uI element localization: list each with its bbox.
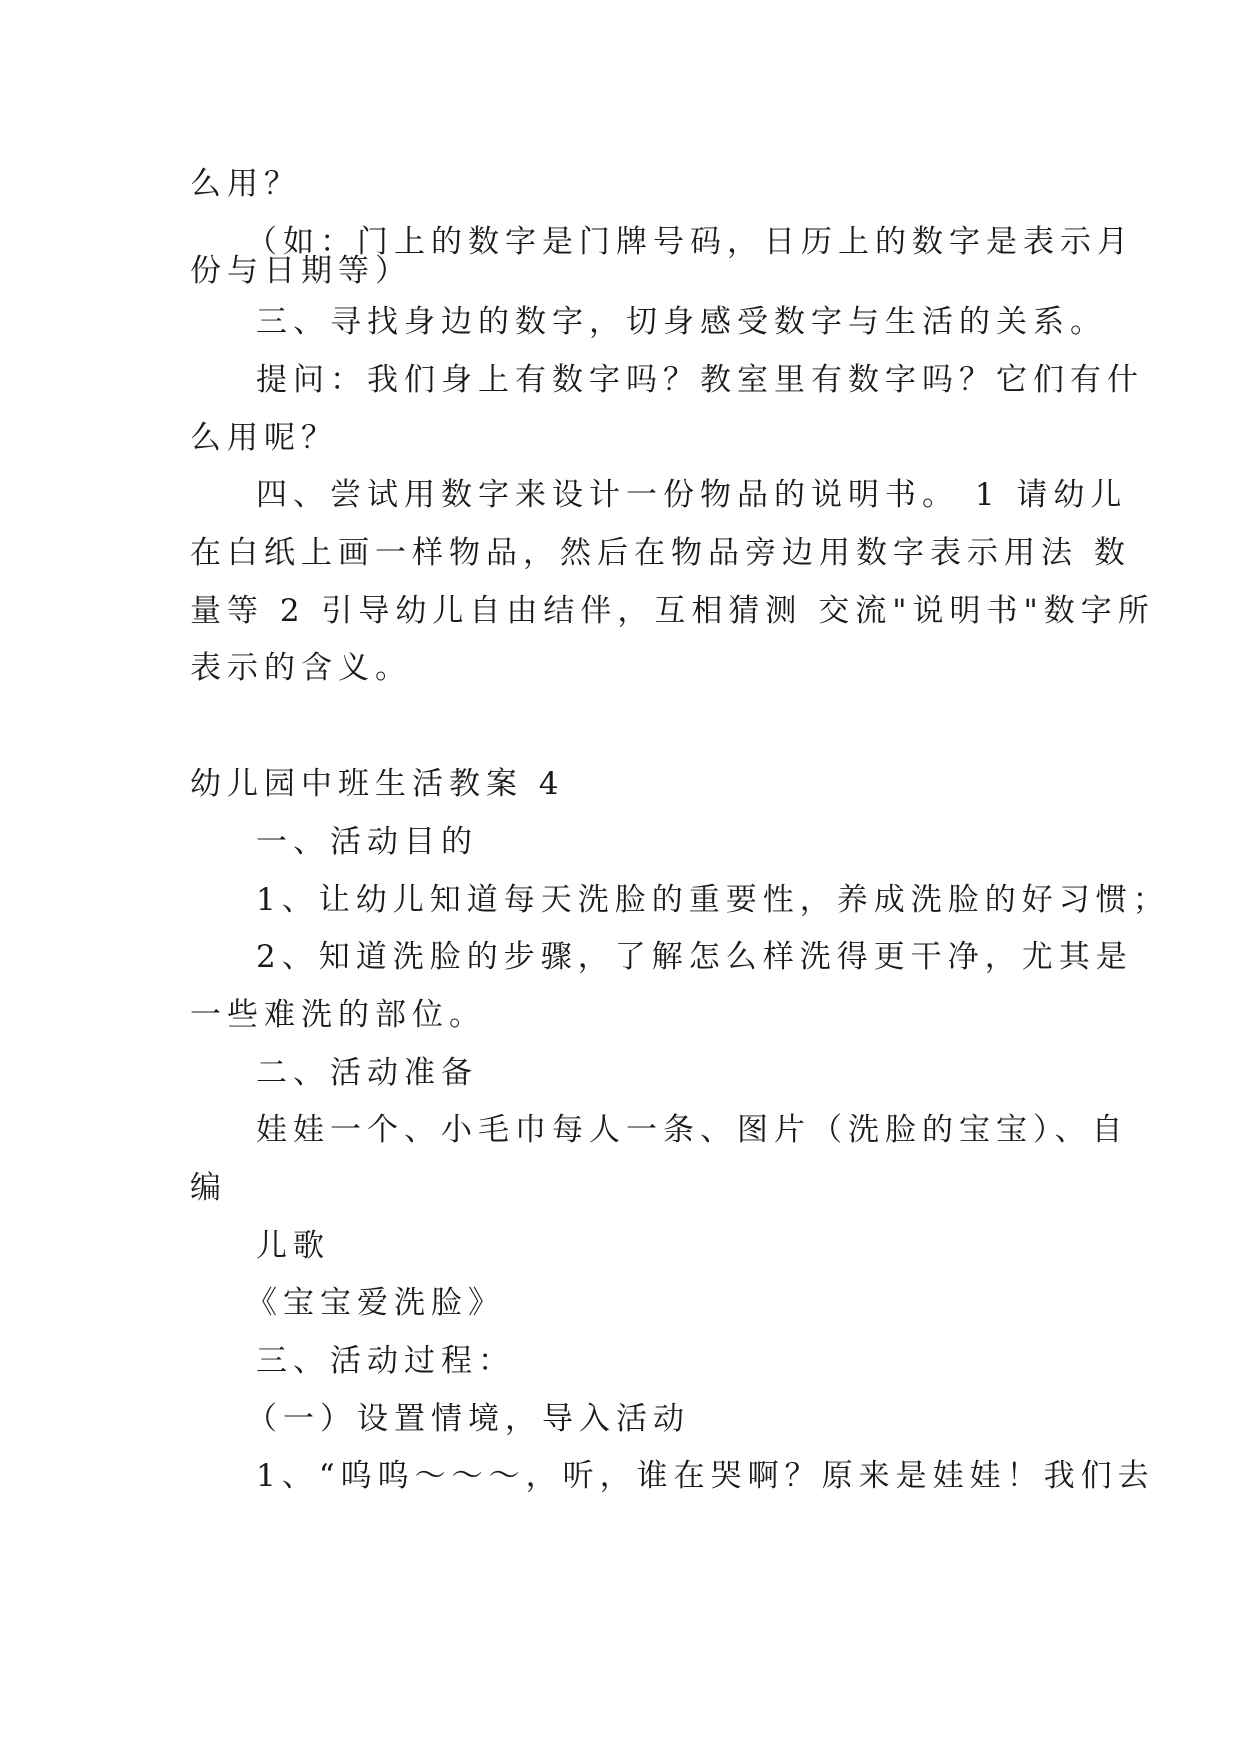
section-heading: 四、尝试用数字来设计一份物品的说明书。 1 请幼儿	[256, 477, 1128, 513]
section-heading: 一、活动目的	[256, 824, 478, 860]
body-line: 《宝宝爱洗脸》	[246, 1285, 505, 1321]
document-title: 幼儿园中班生活教案 4	[190, 766, 565, 802]
body-line: 娃娃一个、小毛巾每人一条、图片（洗脸的宝宝）、自	[256, 1112, 1129, 1148]
body-line: 提问：我们身上有数字吗？教室里有数字吗？它们有什	[256, 362, 1144, 398]
body-line: 儿歌	[256, 1228, 330, 1264]
body-line: 编	[190, 1170, 227, 1206]
body-line: 么用呢？	[190, 420, 338, 456]
body-line: （如：门上的数字是门牌号码，日历上的数字是表示月	[246, 224, 1134, 260]
subsection-heading: （一）设置情境，导入活动	[246, 1401, 690, 1437]
body-line: 1、让幼儿知道每天洗脸的重要性，养成洗脸的好习惯；	[256, 882, 1170, 918]
body-line: 2、知道洗脸的步骤，了解怎么样洗得更干净，尤其是	[256, 939, 1133, 975]
section-heading: 二、活动准备	[256, 1055, 478, 1091]
body-line: 份与日期等）	[190, 253, 412, 289]
body-line: 1、“呜呜～～～，听，谁在哭啊？原来是娃娃！我们去	[256, 1458, 1155, 1494]
body-line: 一些难洗的部位。	[190, 997, 486, 1033]
body-line: 量等 2 引导幼儿自由结伴，互相猜测 交流"说明书"数字所	[190, 593, 1155, 629]
body-line: 表示的含义。	[190, 650, 412, 686]
body-line: 么用？	[190, 166, 301, 202]
section-heading: 三、活动过程：	[256, 1343, 515, 1379]
section-heading: 三、寻找身边的数字，切身感受数字与生活的关系。	[256, 304, 1107, 340]
body-line: 在白纸上画一样物品，然后在物品旁边用数字表示用法 数	[190, 535, 1131, 571]
